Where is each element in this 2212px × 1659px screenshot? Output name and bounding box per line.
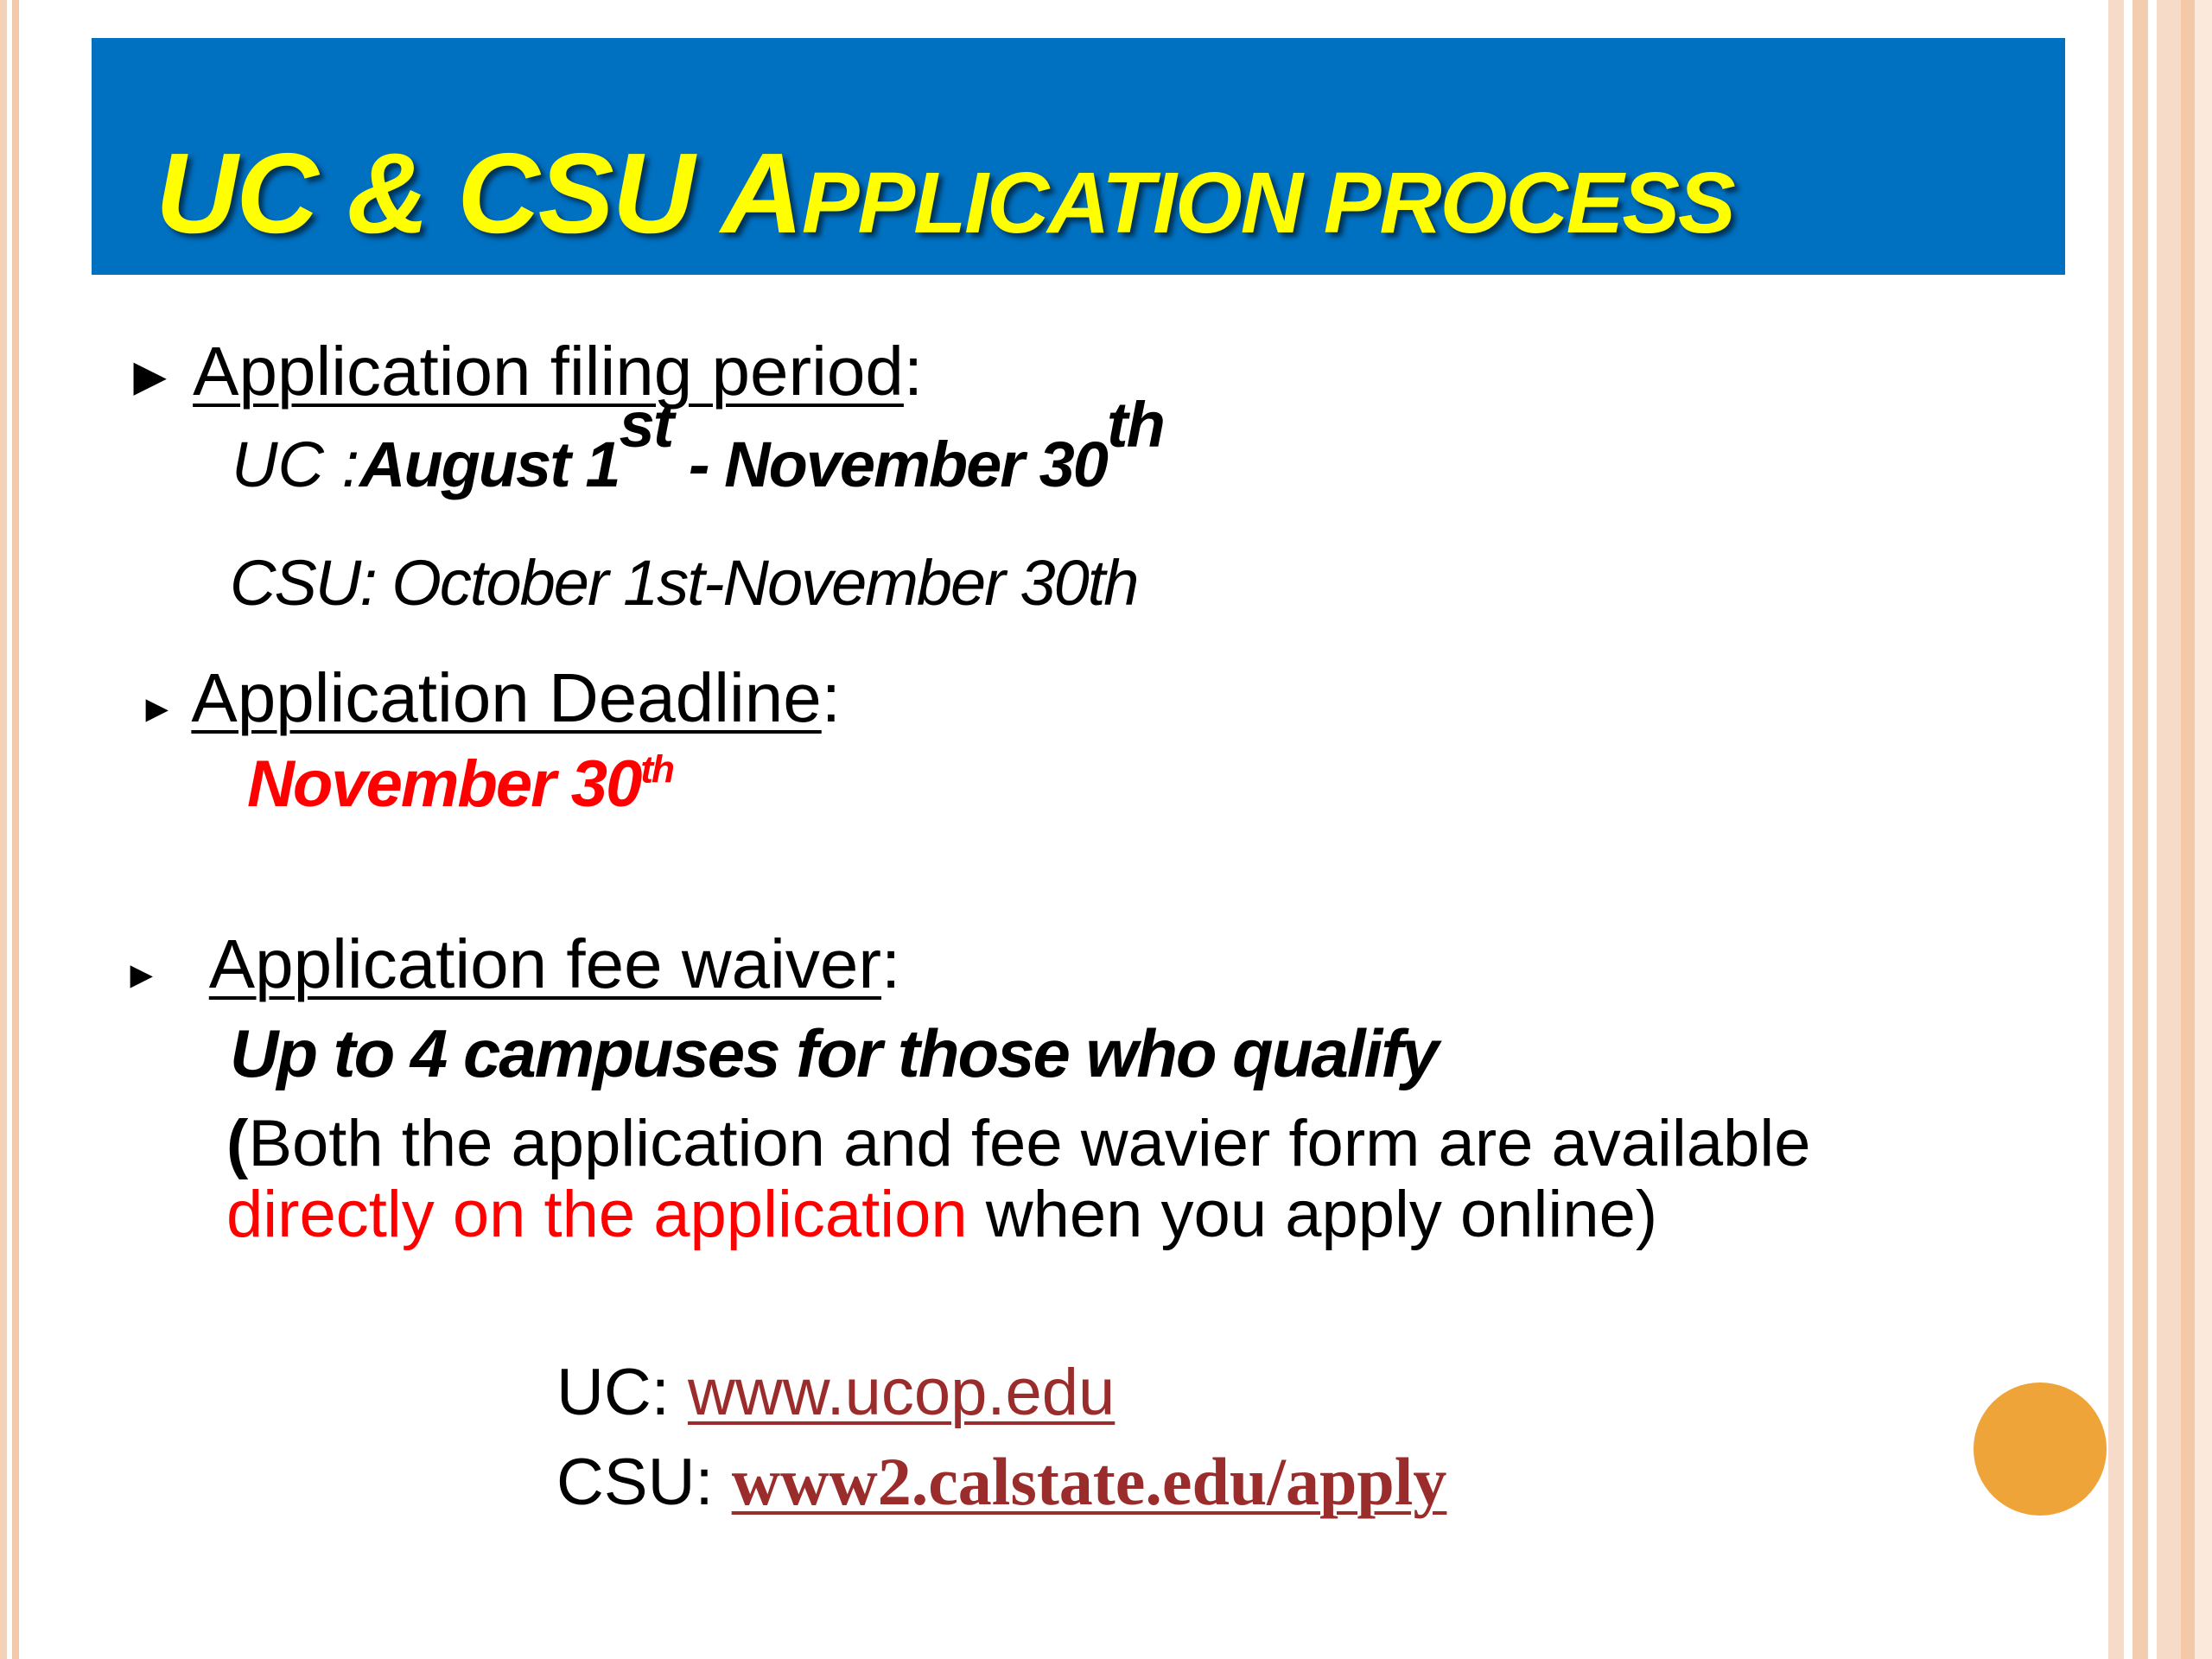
fee-waiver-note-highlight: directly on the application (226, 1178, 968, 1251)
filing-period-colon: : (903, 333, 924, 410)
csu-link-label: CSU: (556, 1446, 732, 1519)
deadline-date-sup: th (640, 748, 673, 791)
right-border-decoration (2108, 0, 2212, 1659)
uc-link-label: UC: (556, 1356, 688, 1429)
csu-link-line (556, 1444, 1447, 1519)
filing-period-item (123, 333, 924, 410)
fee-waiver-note-text: Both the application and fee wavier form are available (248, 1107, 1811, 1180)
fee-waiver-colon: : (881, 925, 901, 1002)
uc-link-line (556, 1356, 1116, 1429)
fee-waiver-heading: Application fee waiver (208, 925, 881, 1002)
bullet-arrow-icon: ► (123, 345, 178, 407)
uc-prefix: UC : (232, 428, 359, 500)
left-border-decoration (0, 0, 26, 1659)
uc-website-link[interactable]: www.ucop.edu (688, 1356, 1116, 1429)
fee-waiver-note-rest: when you apply online) (967, 1178, 1658, 1251)
csu-website-link[interactable]: www2.calstate.edu/apply (731, 1444, 1447, 1519)
deadline-item (138, 659, 841, 736)
title-part-3: PPLICATION PROCESS (801, 155, 1734, 251)
fee-waiver-note-line1 (226, 1107, 1811, 1180)
title-part-2: A (721, 130, 802, 257)
title-part-1: UC & CSU (156, 130, 694, 257)
fee-waiver-note-line2 (226, 1178, 1658, 1251)
bullet-arrow-icon: ► (123, 954, 161, 996)
deadline-date-text: November 30 (247, 747, 641, 821)
deadline-colon: : (821, 659, 841, 736)
deadline-date (247, 747, 673, 821)
slide-title (156, 130, 1734, 257)
open-paren: ( (226, 1107, 249, 1180)
uc-start-sup: st (619, 389, 673, 461)
fee-waiver-item (123, 925, 901, 1002)
uc-end-date: - November 30 (672, 428, 1107, 500)
uc-start-date: August 1 (359, 428, 620, 500)
deadline-heading: Application Deadline (191, 659, 822, 736)
bullet-arrow-icon: ► (138, 688, 176, 730)
uc-end-sup: th (1106, 389, 1164, 461)
uc-filing-dates (232, 389, 1164, 500)
csu-filing-dates: CSU: October 1st-November 30th (230, 547, 1138, 619)
orange-circle-decoration (1974, 1382, 2107, 1516)
fee-waiver-campuses: Up to 4 campuses for those who qualify (230, 1015, 1438, 1091)
filing-period-heading: Application filing period (193, 333, 904, 410)
